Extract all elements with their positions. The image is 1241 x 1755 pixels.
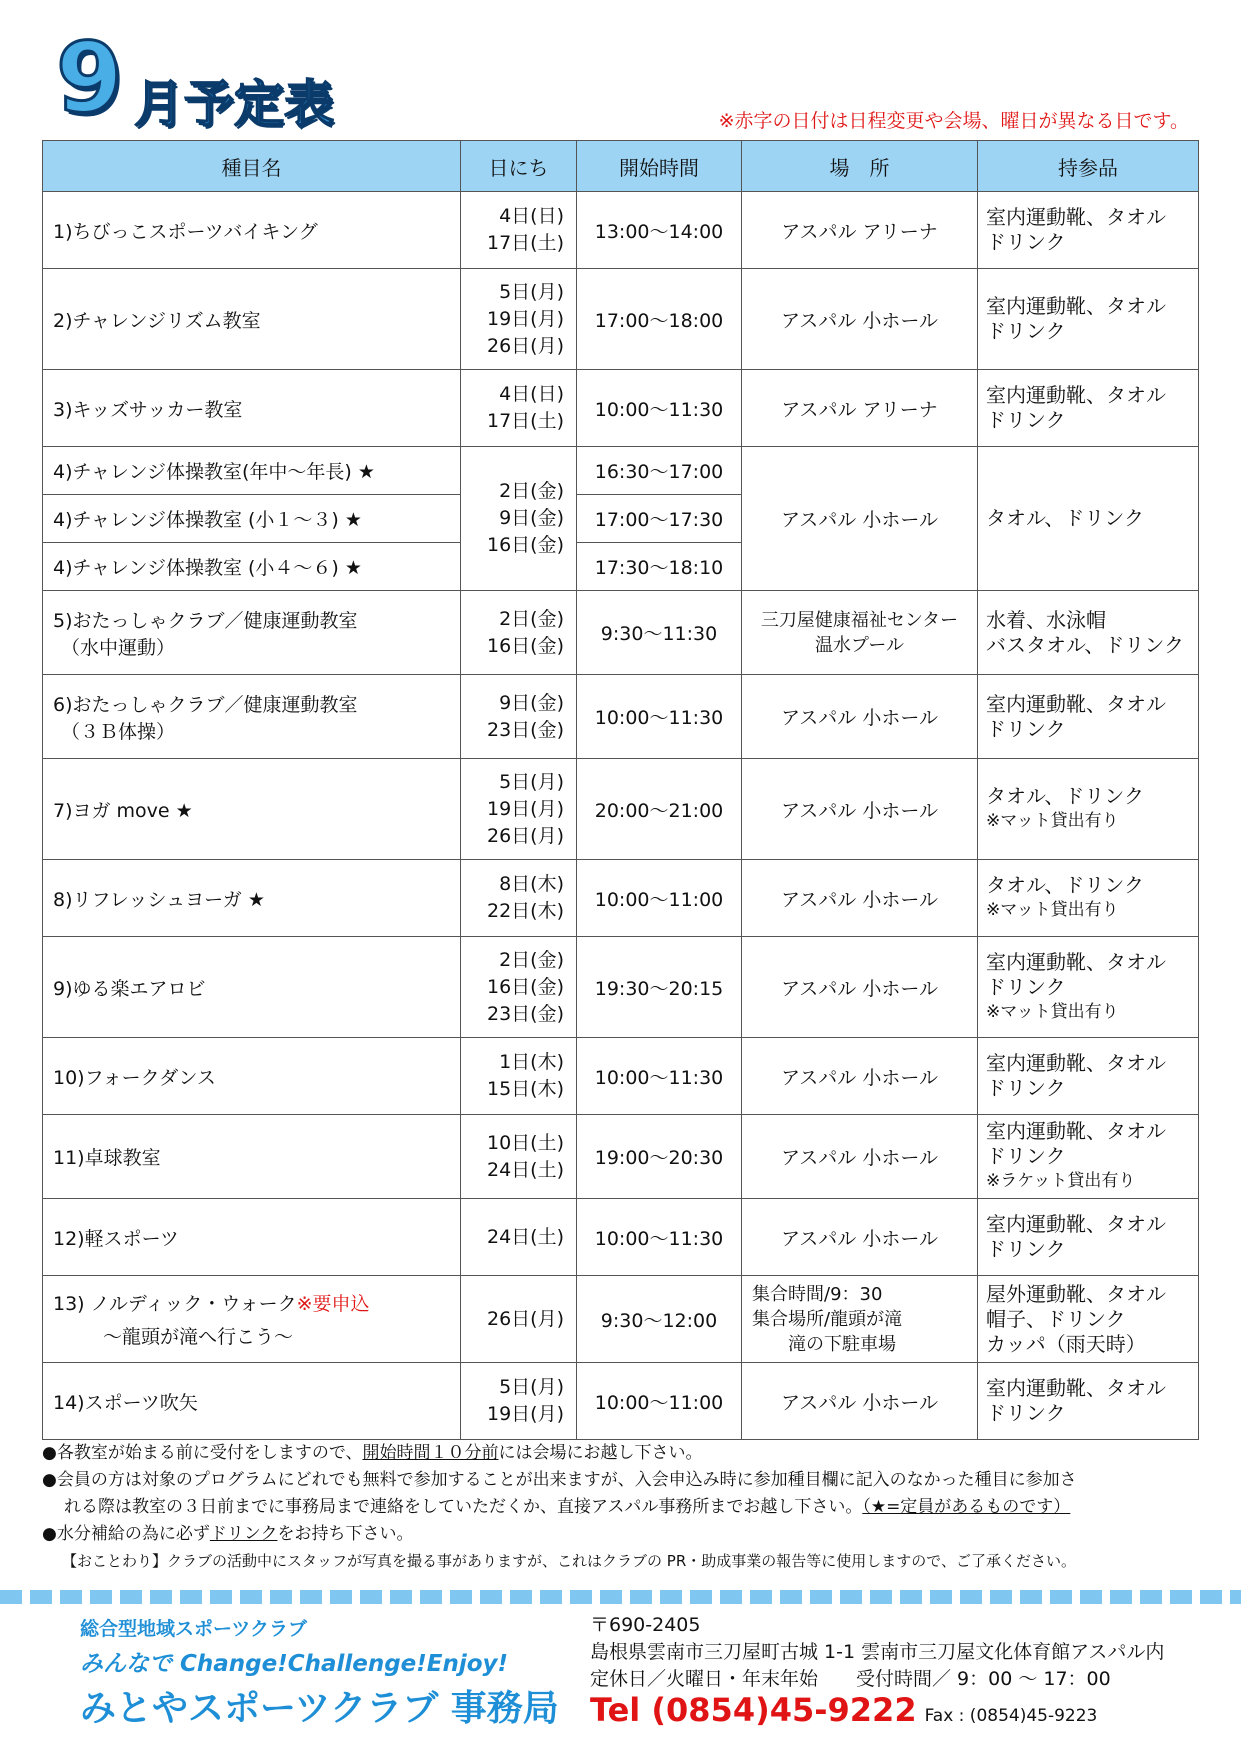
row-items: タオル、ドリンク ※マット貸出有り <box>978 860 1199 937</box>
row-time: 10:00～11:00 <box>577 860 742 937</box>
table-row <box>43 192 1199 269</box>
row-time: 9:30～12:00 <box>577 1276 742 1363</box>
row-dates: 5日(月) 19日(月) <box>461 1363 577 1440</box>
row-place: アスパル 小ホール <box>742 1363 978 1440</box>
table-row <box>43 759 1199 860</box>
row-items: 室内運動靴、タオル ドリンク <box>978 1038 1199 1115</box>
row-items: 室内運動靴、タオル ドリンク ※マット貸出有り <box>978 937 1199 1038</box>
row-place: アスパル 小ホール <box>742 759 978 860</box>
row-items: タオル、ドリンク ※マット貸出有り <box>978 759 1199 860</box>
row-items: 室内運動靴、タオル ドリンク <box>978 370 1199 447</box>
row-place: アスパル 小ホール <box>742 269 978 370</box>
row-items: 室内運動靴、タオル ドリンク <box>978 269 1199 370</box>
fax-number: Fax : (0854)45-9223 <box>924 1706 1098 1726</box>
row-dates: 5日(月) 19日(月) 26日(月) <box>461 759 577 860</box>
table-row <box>43 269 1199 370</box>
footnote-decline: 【おことわり】クラブの活動中にスタッフが写真を撮る事がありますが、これはクラブの PR・助成事業の報告等に使用しますので、ご了承ください。 <box>62 1552 1076 1570</box>
row-dates: 5日(月) 19日(月) 26日(月) <box>461 269 577 370</box>
footnote-members-cont: れる際は教室の３日前までに事務局まで連絡をしていただくか、直接アスパル事務所までお越し下さい。（★=定員があるものです） <box>64 1497 1071 1517</box>
title-text: 月予定表 <box>134 75 334 133</box>
table-header-row <box>43 141 1199 192</box>
row-name: 14)スポーツ吹矢 <box>43 1363 461 1440</box>
club-name: みとやスポーツクラブ 事務局 <box>80 1688 559 1729</box>
row-name: 1)ちびっこスポーツバイキング <box>43 192 461 269</box>
table-row <box>43 591 1199 675</box>
tel-number: Tel (0854)45-9222 <box>590 1691 917 1729</box>
footnote-reception: ●各教室が始まる前に受付をしますので、開始時間１０分前には会場にお越し下さい。 <box>42 1443 703 1463</box>
table-row <box>43 370 1199 447</box>
row-name: 10)フォークダンス <box>43 1038 461 1115</box>
row-name: 5)おたっしゃクラブ／健康運動教室 （水中運動） <box>43 591 461 675</box>
row-time: 19:30～20:15 <box>577 937 742 1038</box>
row-place: 集合時間/9：30 集合場所/龍頭が滝 滝の下駐車場 <box>742 1276 978 1363</box>
row-dates: 8日(木) 22日(木) <box>461 860 577 937</box>
row-place: アスパル 小ホール <box>742 860 978 937</box>
row-place: アスパル 小ホール <box>742 937 978 1038</box>
row-time: 17:00～17:30 <box>577 495 742 543</box>
club-slogan: みんなで Change!Challenge!Enjoy! <box>80 1651 509 1677</box>
row-name: 4)チャレンジ体操教室(年中～年長) ★ <box>43 447 461 495</box>
row-name: 7)ヨガ move ★ <box>43 759 461 860</box>
row-place: アスパル アリーナ <box>742 370 978 447</box>
row-place: アスパル 小ホール <box>742 675 978 759</box>
row-time: 9:30～11:30 <box>577 591 742 675</box>
top-note: ※赤字の日付は日程変更や会場、曜日が異なる日です。 <box>718 110 1189 132</box>
row-place: アスパル 小ホール <box>742 1199 978 1276</box>
row-name: 9)ゆる楽エアロビ <box>43 937 461 1038</box>
row-place: アスパル 小ホール <box>742 1038 978 1115</box>
row-items: 室内運動靴、タオル ドリンク <box>978 1363 1199 1440</box>
row-time: 20:00～21:00 <box>577 759 742 860</box>
row-name: 11)卓球教室 <box>43 1115 461 1199</box>
phone-line <box>590 1691 1164 1730</box>
table-row <box>43 1363 1199 1440</box>
divider-stripe <box>0 1590 1241 1604</box>
row-dates: 9日(金) 23日(金) <box>461 675 577 759</box>
contact-info <box>590 1612 1164 1730</box>
row-name: 2)チャレンジリズム教室 <box>43 269 461 370</box>
row-items: 室内運動靴、タオル ドリンク <box>978 675 1199 759</box>
row-time: 10:00～11:30 <box>577 1038 742 1115</box>
row-time: 16:30～17:00 <box>577 447 742 495</box>
row-time: 17:30～18:10 <box>577 543 742 591</box>
row-items: 水着、水泳帽 バスタオル、ドリンク <box>978 591 1199 675</box>
row-name: 8)リフレッシュヨーガ ★ <box>43 860 461 937</box>
row-place: アスパル アリーナ <box>742 192 978 269</box>
table-row <box>43 1276 1199 1363</box>
row-dates: 2日(金) 16日(金) 23日(金) <box>461 937 577 1038</box>
footnotes <box>42 1440 1202 1575</box>
table-row <box>43 675 1199 759</box>
header-name: 種目名 <box>43 141 461 192</box>
table-row <box>43 447 1199 495</box>
address: 島根県雲南市三刀屋町古城 1-1 雲南市三刀屋文化体育館アスパル内 <box>590 1641 1165 1663</box>
row-name: 4)チャレンジ体操教室 (小４～６) ★ <box>43 543 461 591</box>
table-row <box>43 860 1199 937</box>
row-time: 10:00～11:30 <box>577 675 742 759</box>
header-dates: 日にち <box>461 141 577 192</box>
row-name: 12)軽スポーツ <box>43 1199 461 1276</box>
footnote-drink: ●水分補給の為に必ずドリンクをお持ち下さい。 <box>42 1524 414 1544</box>
table-row <box>43 1115 1199 1199</box>
row-items: 室内運動靴、タオル ドリンク ※ラケット貸出有り <box>978 1115 1199 1199</box>
club-type: 総合型地域スポーツクラブ <box>80 1618 308 1640</box>
row-dates: 4日(日) 17日(土) <box>461 370 577 447</box>
row-time: 17:00～18:00 <box>577 269 742 370</box>
row-name: 4)チャレンジ体操教室 (小１～３) ★ <box>43 495 461 543</box>
postal-code: 〒690-2405 <box>590 1614 701 1636</box>
club-logo <box>80 1614 559 1731</box>
table-row <box>43 1199 1199 1276</box>
header-items: 持参品 <box>978 141 1199 192</box>
row-items: 屋外運動靴、タオル 帽子、ドリンク カッパ（雨天時） <box>978 1276 1199 1363</box>
row-time: 13:00～14:00 <box>577 192 742 269</box>
row-dates: 2日(金) 16日(金) <box>461 591 577 675</box>
header-place: 場 所 <box>742 141 978 192</box>
row-time: 10:00～11:00 <box>577 1363 742 1440</box>
row-time: 10:00～11:30 <box>577 370 742 447</box>
row-time: 10:00～11:30 <box>577 1199 742 1276</box>
row-name: 6)おたっしゃクラブ／健康運動教室 （３Ｂ体操） <box>43 675 461 759</box>
row-name: 3)キッズサッカー教室 <box>43 370 461 447</box>
row-dates: 2日(金) 9日(金) 16日(金) <box>461 447 577 591</box>
table-row <box>43 937 1199 1038</box>
schedule-table <box>42 140 1199 1440</box>
footnote-members: ●会員の方は対象のプログラムにどれでも無料で参加することが出来ますが、入会申込み時に参加種目欄に記入のなかった種目に参加さ <box>42 1470 1077 1490</box>
header-time: 開始時間 <box>577 141 742 192</box>
row-items: 室内運動靴、タオル ドリンク <box>978 1199 1199 1276</box>
row-dates: 4日(日) 17日(土) <box>461 192 577 269</box>
row-dates: 1日(木) 15日(木) <box>461 1038 577 1115</box>
hours: 定休日／火曜日・年末年始 受付時間／ 9：00 ～ 17：00 <box>590 1668 1111 1690</box>
row-dates: 24日(土) <box>461 1199 577 1276</box>
row-dates: 10日(土) 24日(土) <box>461 1115 577 1199</box>
table-row <box>43 1038 1199 1115</box>
title-number: 9 <box>56 22 123 134</box>
row-items: タオル、ドリンク <box>978 447 1199 591</box>
row-items: 室内運動靴、タオル ドリンク <box>978 192 1199 269</box>
row-time: 19:00～20:30 <box>577 1115 742 1199</box>
row-name: 13) ノルディック・ウォーク※要申込 ～龍頭が滝へ行こう～ <box>43 1276 461 1363</box>
row-place: アスパル 小ホール <box>742 447 978 591</box>
row-place: 三刀屋健康福祉センター 温水プール <box>742 591 978 675</box>
row-dates: 26日(月) <box>461 1276 577 1363</box>
row-place: アスパル 小ホール <box>742 1115 978 1199</box>
